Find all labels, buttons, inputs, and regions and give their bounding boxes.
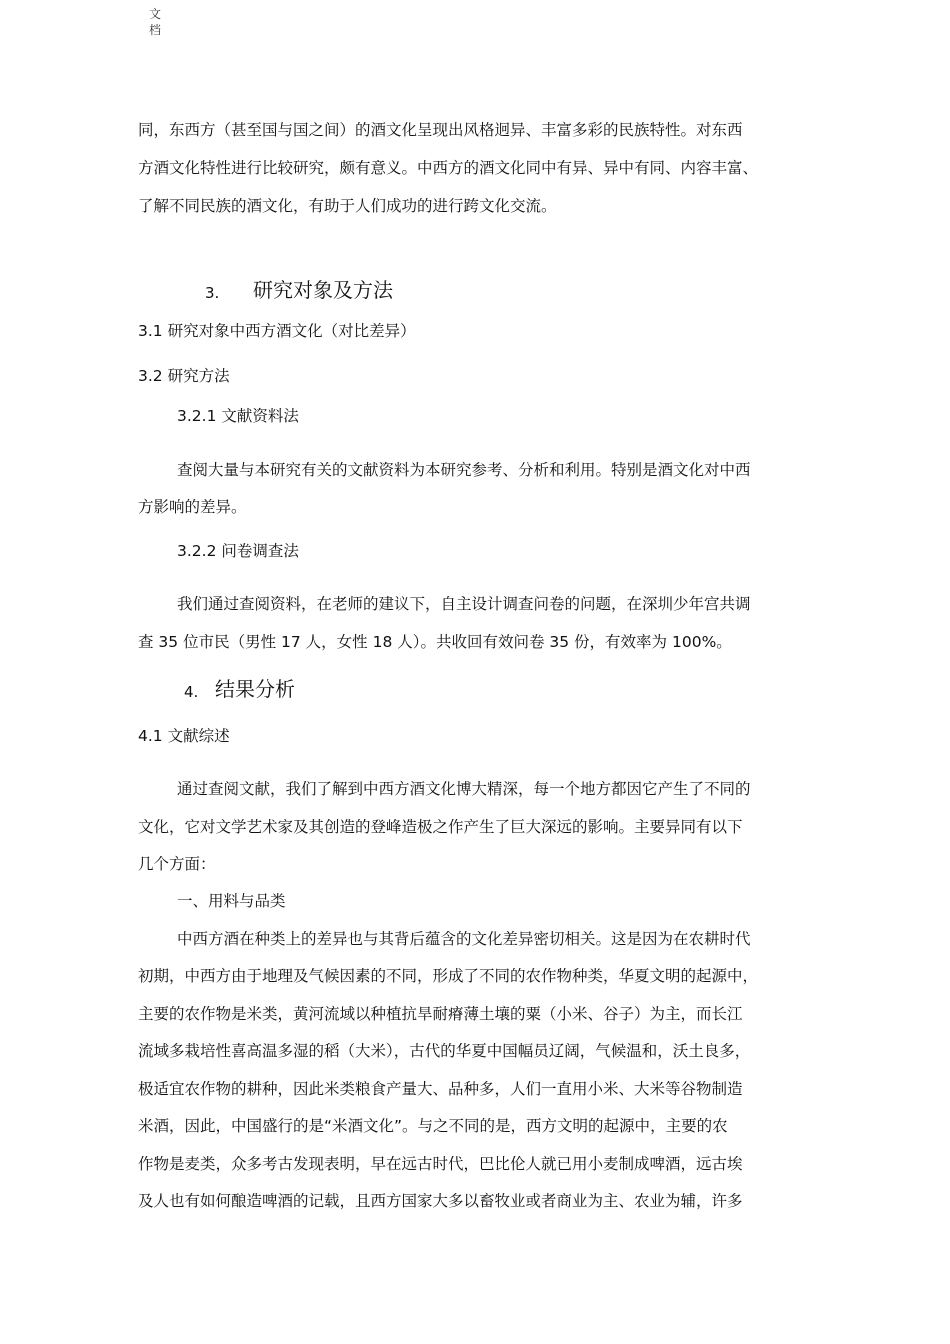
intro-line: 同，东西方（甚至国与国之间）的酒文化呈现出风格迥异、丰富多彩的民族特性。对东西 [138, 121, 743, 139]
paragraph-line: 初期，中西方由于地理及气候因素的不同，形成了不同的农作物种类，华夏文明的起源中， [138, 967, 759, 985]
subsection-3-1-heading: 3.1 研究对象中西方酒文化（对比差异） [138, 322, 416, 340]
paragraph-line: 中西方酒在种类上的差异也与其背后蕴含的文化差异密切相关。这是因为在农耕时代 [177, 930, 751, 948]
intro-line: 了解不同民族的酒文化，有助于人们成功的进行跨文化交流。 [138, 197, 557, 215]
paragraph-line: 极适宜农作物的耕种，因此米类粮食产量大、品种多，人们一直用小米、大米等谷物制造 [138, 1080, 743, 1098]
paragraph-line: 查阅大量与本研究有关的文献资料为本研究参考、分析和利用。特别是酒文化对中西 [177, 461, 751, 479]
subheading-materials: 一、用料与品类 [177, 892, 286, 910]
section-4-title: 结果分析 [215, 677, 295, 701]
paragraph-line: 我们通过查阅资料，在老师的建议下，自主设计调查问卷的问题，在深圳少年宫共调 [177, 595, 751, 613]
subsection-3-2-2-heading: 3.2.2 问卷调查法 [177, 542, 299, 560]
paragraph-line: 及人也有如何酿造啤酒的记载，且西方国家大多以畜牧业或者商业为主、农业为辅，许多 [138, 1192, 743, 1210]
section-4-number: 4. [184, 683, 199, 701]
paragraph-line: 流域多栽培性喜高温多湿的稻（大米），古代的华夏中国幅员辽阔，气候温和，沃土良多， [138, 1042, 751, 1060]
subsection-3-2-1-heading: 3.2.1 文献资料法 [177, 407, 299, 425]
paragraph-line: 主要的农作物是米类，黄河流域以种植抗旱耐瘠薄土壤的粟（小米、谷子）为主，而长江 [138, 1005, 743, 1023]
paragraph-line: 通过查阅文献，我们了解到中西方酒文化博大精深，每一个地方都因它产生了不同的 [177, 780, 751, 798]
header-mark-char-1: 文 [149, 7, 162, 21]
subsection-4-1-heading: 4.1 文献综述 [138, 727, 230, 745]
section-3-number: 3. [205, 284, 220, 302]
subsection-3-2-heading: 3.2 研究方法 [138, 367, 230, 385]
paragraph-line: 查 35 位市民（男性 17 人，女性 18 人）。共收回有效问卷 35 份，有效率为 100%。 [138, 633, 732, 651]
paragraph-line: 米酒，因此，中国盛行的是“米酒文化”。与之不同的是，西方文明的起源中，主要的农 [138, 1117, 728, 1135]
paragraph-line: 方影响的差异。 [138, 498, 247, 516]
paragraph-line: 作物是麦类，众多考古发现表明，早在远古时代，巴比伦人就已用小麦制成啤酒，远古埃 [138, 1155, 743, 1173]
paragraph-line: 几个方面： [138, 855, 216, 873]
intro-line: 方酒文化特性进行比较研究，颇有意义。中西方的酒文化同中有异、异中有同、内容丰富、 [138, 159, 759, 177]
section-3-title: 研究对象及方法 [253, 278, 393, 302]
header-mark [149, 6, 165, 38]
header-mark-char-2: 档 [149, 23, 162, 37]
paragraph-line: 文化，它对文学艺术家及其创造的登峰造极之作产生了巨大深远的影响。主要异同有以下 [138, 818, 743, 836]
